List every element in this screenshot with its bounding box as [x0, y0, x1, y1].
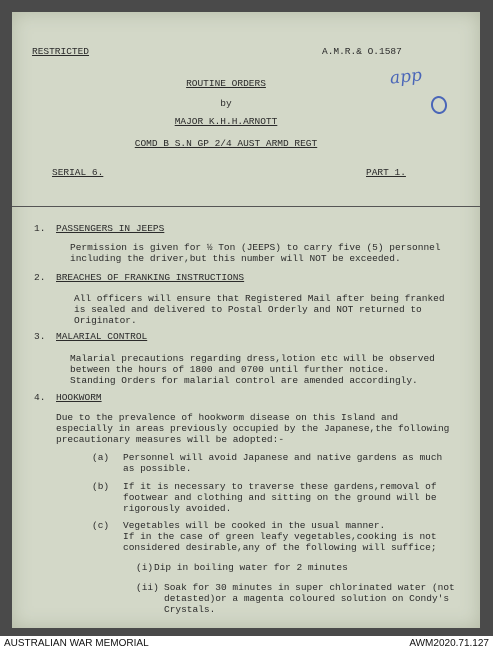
section-body-line: precautionary measures will be adopted:-	[56, 434, 285, 445]
section-body-line: Standing Orders for malarial control are amended accordingly.	[70, 375, 418, 386]
archive-reference: AWM2020.71.127	[409, 638, 489, 649]
sub-item-label: (i)	[136, 562, 154, 573]
part-number: PART 1.	[366, 167, 406, 178]
section-body-line: especially in areas previously occupied by the Japanese,the following	[56, 423, 450, 434]
sub-item-line: Soak for 30 minutes in super chlorinated water (not	[164, 582, 455, 593]
list-item-line: rigorously avoided.	[123, 503, 232, 514]
serial-number: SERIAL 6.	[52, 167, 104, 178]
section-body-line: Due to the prevalence of hookworm disease on this Island and	[56, 412, 399, 423]
section-number: 1.	[34, 223, 46, 234]
list-item-line: Personnel will avoid Japanese and native gardens as much	[123, 452, 443, 463]
section-number: 4.	[34, 392, 46, 403]
list-item-label: (a)	[92, 452, 110, 463]
section-heading: HOOKWORM	[56, 392, 102, 403]
reference-number: A.M.R.& O.1587	[322, 46, 402, 57]
list-item-label: (b)	[92, 481, 110, 492]
header-divider	[12, 206, 480, 207]
sub-item-label: (ii)	[136, 582, 159, 593]
section-number: 2.	[34, 272, 46, 283]
sub-item-line: Crystals.	[164, 604, 216, 615]
section-body-line: All officers will ensure that Registered Mail after being franked	[74, 293, 445, 304]
list-item-line: If in the case of green leafy vegetables,cooking is not	[123, 531, 437, 542]
section-number: 3.	[34, 331, 46, 342]
section-body-line: is sealed and delivered to Postal Orderly and NOT returned to	[74, 304, 422, 315]
list-item-label: (c)	[92, 520, 110, 531]
handwritten-annotation: app	[388, 65, 423, 89]
sub-item-line: Dip in boiling water for 2 minutes	[154, 562, 348, 573]
section-heading: MALARIAL CONTROL	[56, 331, 148, 342]
document-page	[12, 12, 480, 628]
list-item-line: footwear and clothing and sitting on the ground will be	[123, 492, 437, 503]
section-heading: BREACHES OF FRANKING INSTRUCTIONS	[56, 272, 245, 283]
classification-label: RESTRICTED	[32, 46, 90, 57]
list-item-line: If it is necessary to traverse these gardens,removal of	[123, 481, 437, 492]
archive-credit: AUSTRALIAN WAR MEMORIAL	[4, 638, 149, 649]
unit-designation: COMD B S.N GP 2/4 AUST ARMD REGT	[134, 138, 318, 149]
section-body-line: Originator.	[74, 315, 137, 326]
section-body-line: Malarial precautions regarding dress,lotion etc will be observed	[70, 353, 435, 364]
section-body-line: including the driver,but this number will NOT be exceeded.	[70, 253, 401, 264]
section-body-line: Permission is given for ½ Ton (JEEPS) to carry five (5) personnel	[70, 242, 441, 253]
list-item-line: considered desirable,any of the following will suffice;	[123, 542, 437, 553]
section-body-line: between the hours of 1800 and 0700 until further notice.	[70, 364, 390, 375]
list-item-line: Vegetables will be cooked in the usual manner.	[123, 520, 386, 531]
sub-item-line: detasted)or a magenta coloured solution on Condy's	[164, 593, 450, 604]
author-name: MAJOR K.H.H.ARNOTT	[174, 116, 278, 127]
list-item-line: as possible.	[123, 463, 192, 474]
by-line: by	[220, 98, 232, 109]
section-heading: PASSENGERS IN JEEPS	[56, 223, 165, 234]
document-title: ROUTINE ORDERS	[186, 78, 266, 89]
